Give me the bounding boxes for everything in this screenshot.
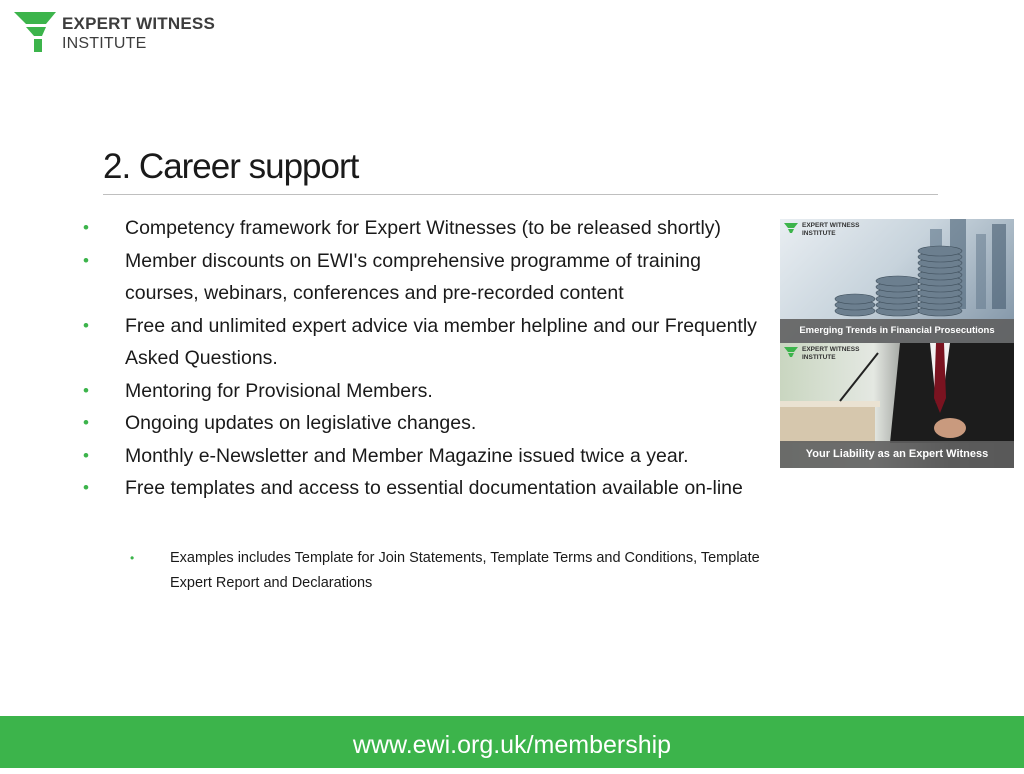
bullet-text: Free templates and access to essential documentation available on-line — [125, 477, 743, 499]
thumbnail-logo: EXPERT WITNESS INSTITUTE — [802, 222, 860, 237]
thumbnail-caption: Your Liability as an Expert Witness — [780, 441, 1014, 468]
logo-subtitle: INSTITUTE — [62, 35, 147, 52]
ewi-logo-icon — [14, 12, 60, 56]
bullet-icon: • — [83, 250, 89, 270]
slide-title: 2. Career support — [103, 147, 359, 186]
bullet-text: Member discounts on EWI's comprehensive programme of training courses, webinars, conferences and pre-recorded content — [125, 249, 701, 304]
logo-title: EXPERT WITNESS — [62, 14, 215, 33]
sub-bullet-text: Examples includes Template for Join Statements, Template Terms and Conditions, Template Expert Report and Declarations — [170, 550, 760, 591]
sub-bullet-list — [128, 546, 778, 595]
bullet-item — [80, 310, 780, 375]
bullet-text: Mentoring for Provisional Members. — [125, 379, 433, 402]
bullet-text: Ongoing updates on legislative changes. — [125, 412, 477, 434]
bullet-icon: • — [83, 413, 89, 432]
bullet-text: Monthly e-Newsletter and Member Magazine issued twice a year. — [125, 444, 689, 467]
bullet-text: Free and unlimited expert advice via member helpline and our Frequently Asked Questions. — [125, 314, 757, 369]
bullet-item — [80, 440, 780, 473]
thumbnail-expert-liability[interactable] — [780, 343, 1014, 468]
title-divider — [103, 194, 938, 195]
footer-bar — [0, 716, 1024, 768]
thumbnail-financial-prosecutions[interactable] — [780, 219, 1014, 343]
bullet-item — [80, 375, 780, 408]
bullet-item — [80, 472, 780, 505]
bullet-icon: • — [83, 380, 89, 400]
ewi-logo — [14, 12, 214, 56]
thumbnail-caption: Emerging Trends in Financial Prosecutions — [780, 319, 1014, 343]
bullet-icon: • — [83, 315, 89, 335]
bullet-icon: • — [83, 445, 89, 465]
thumbnail-logo: EXPERT WITNESS INSTITUTE — [802, 346, 860, 361]
bullet-list — [80, 212, 780, 505]
bullet-item — [80, 212, 780, 245]
bullet-item — [80, 407, 780, 440]
bullet-icon: • — [83, 478, 89, 497]
footer-url-link[interactable]: www.ewi.org.uk/membership — [352, 731, 672, 759]
bullet-icon: • — [83, 218, 89, 237]
sub-bullet-item — [128, 546, 778, 595]
sub-bullet-icon: • — [130, 551, 135, 565]
bullet-item — [80, 245, 780, 310]
bullet-text: Competency framework for Expert Witnesses (to be released shortly) — [125, 217, 722, 239]
